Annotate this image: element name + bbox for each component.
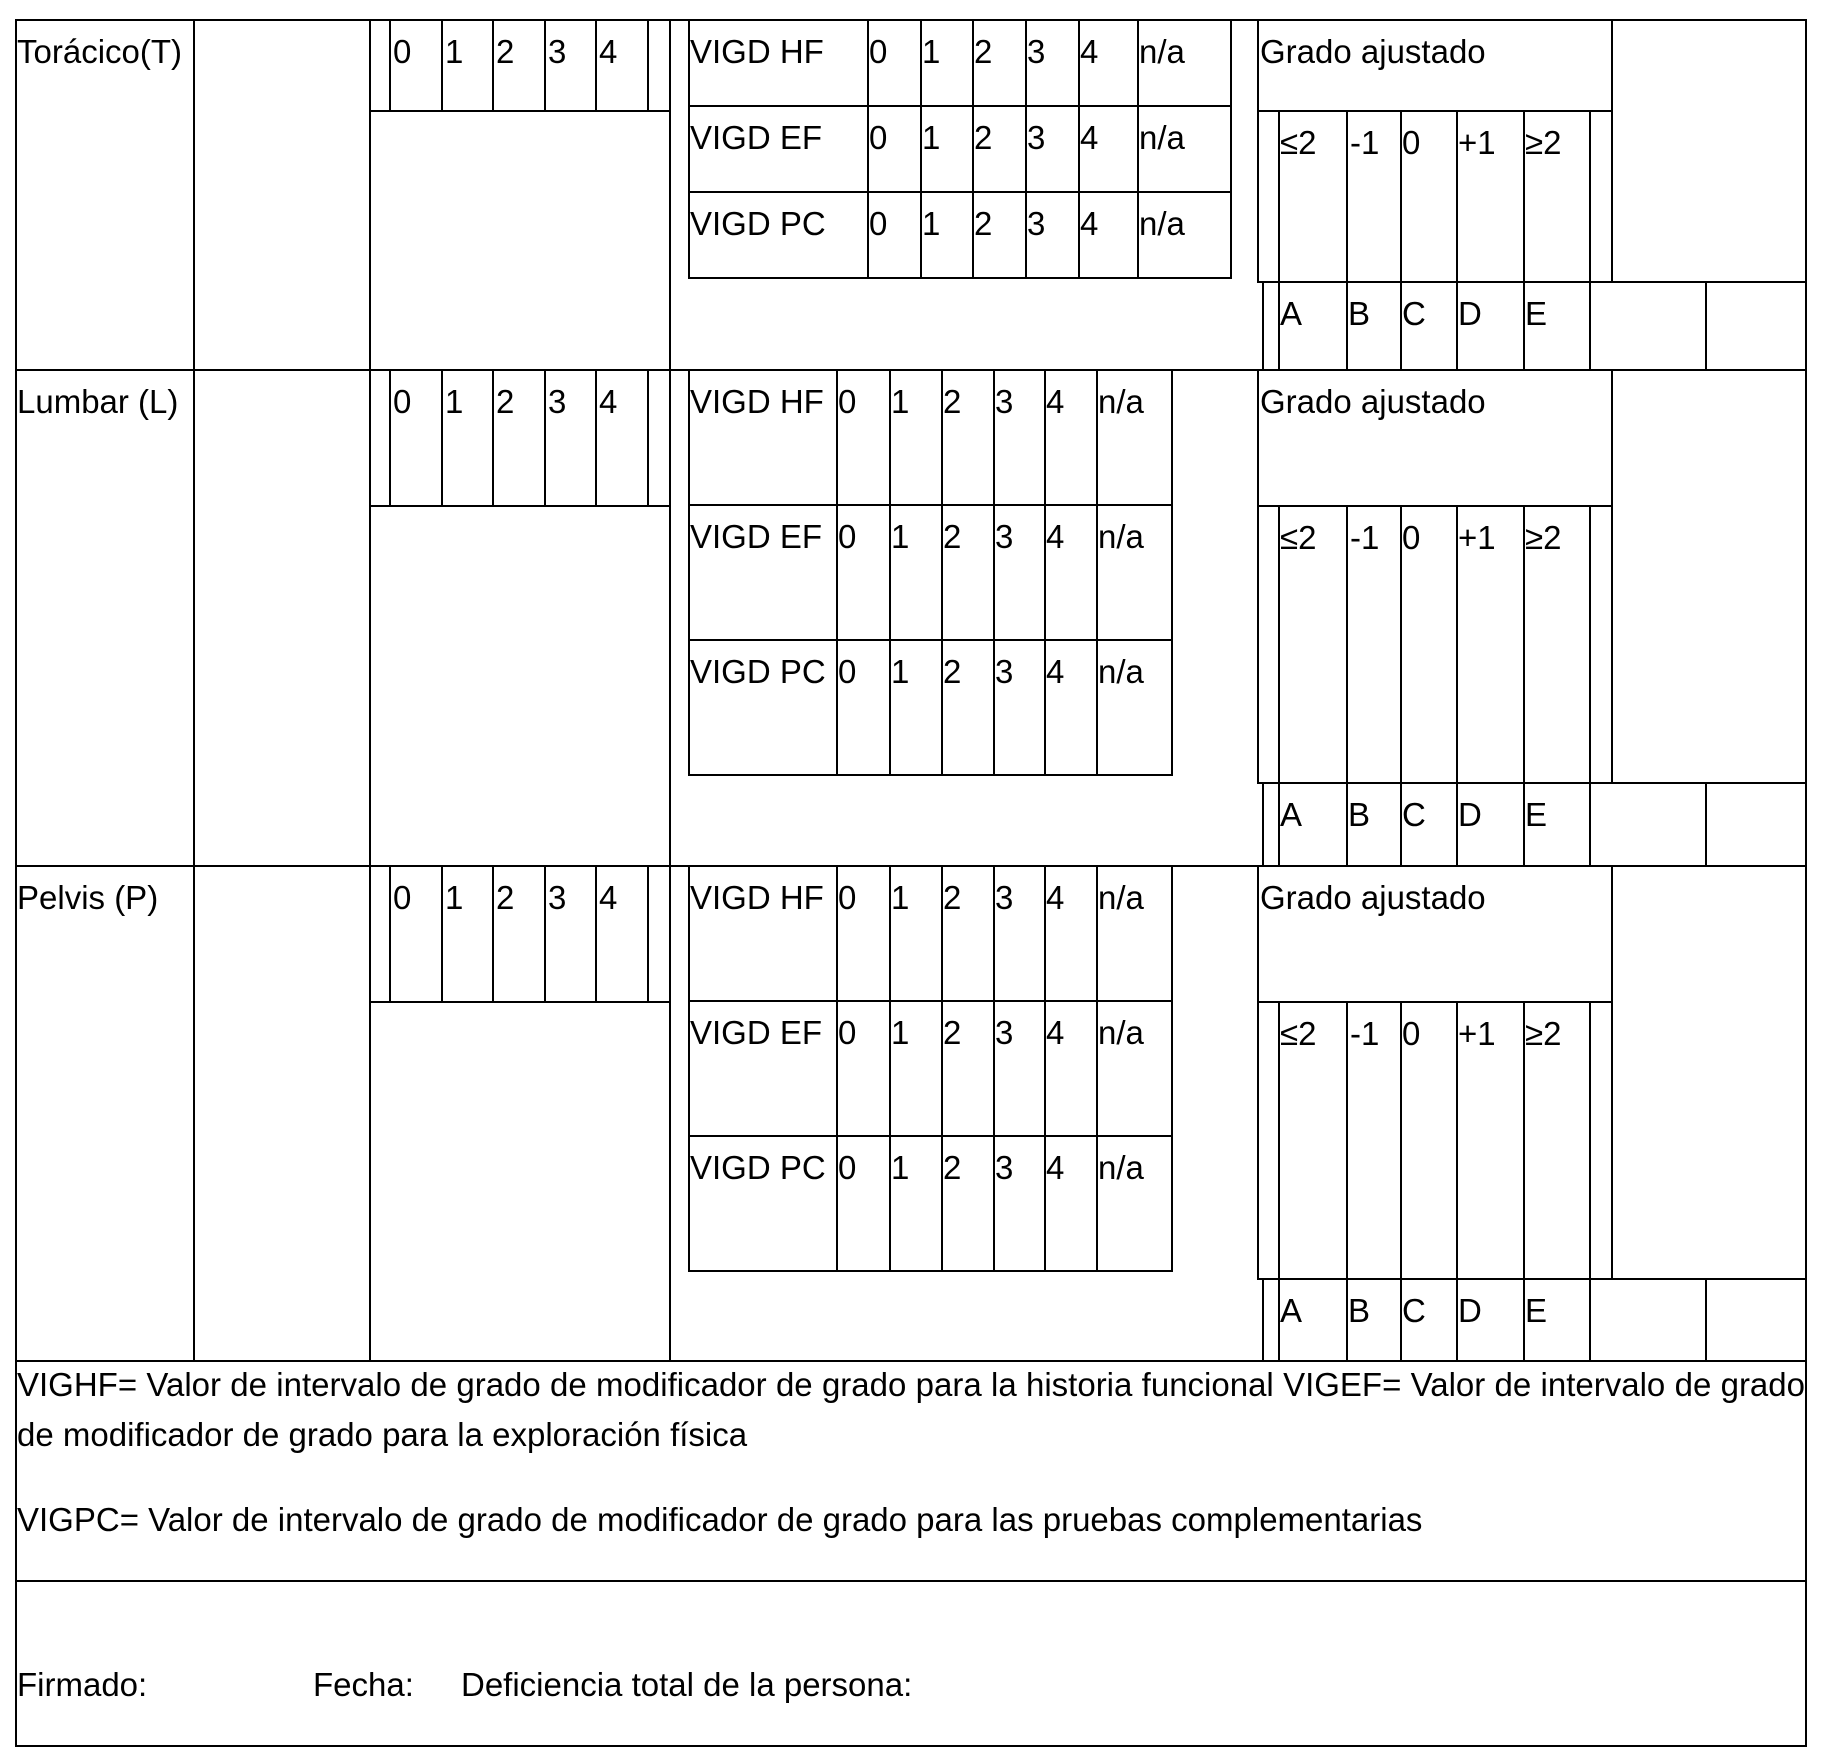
vigd-value: 1 (891, 1014, 910, 1051)
vigd-value: 0 (838, 1149, 857, 1186)
grid-line (441, 865, 443, 1003)
grid-line (1230, 19, 1232, 279)
vigd-value: 3 (995, 518, 1014, 555)
class-d: D (1458, 295, 1482, 332)
grid-line (688, 105, 1232, 107)
grid-line (1044, 865, 1046, 1272)
vigd-value: 1 (922, 205, 941, 242)
vigd-value: 0 (838, 1014, 857, 1051)
total-deficiency-label: Deficiencia total de la persona: (461, 1666, 913, 1703)
adjust-le2: ≤2 (1280, 124, 1317, 161)
vigd-value: 3 (995, 1149, 1014, 1186)
vigd-value: 3 (1027, 33, 1046, 70)
grid-line (647, 369, 649, 507)
deficiency-grade-3: 3 (548, 879, 567, 916)
vigd-value: n/a (1098, 879, 1144, 916)
grid-line (889, 369, 891, 776)
vigd-row-label: VIGD HF (690, 383, 824, 420)
deficiency-grade-4: 4 (599, 383, 618, 420)
grid-line (1262, 1278, 1264, 1362)
deficiency-grade-3: 3 (548, 383, 567, 420)
class-a: A (1280, 295, 1303, 332)
class-b: B (1348, 1292, 1371, 1329)
adjust-plus1: +1 (1458, 519, 1496, 556)
adjusted-grade-title: Grado ajustado (1260, 383, 1486, 420)
grid-line (688, 865, 690, 1272)
deficiency-grade-2: 2 (496, 33, 515, 70)
vigd-value: 3 (1027, 119, 1046, 156)
adjust-le2: ≤2 (1280, 1015, 1317, 1052)
vigd-value: 4 (1046, 1014, 1065, 1051)
vigd-value: 1 (891, 653, 910, 690)
grid-line (389, 369, 391, 507)
vigd-value: n/a (1139, 205, 1185, 242)
grid-line (595, 19, 597, 112)
grid-line (492, 19, 494, 112)
grid-line (1589, 505, 1591, 867)
grid-line (647, 865, 649, 1003)
class-c: C (1402, 796, 1426, 833)
grid-line (941, 369, 943, 776)
grid-line (389, 19, 391, 112)
adjust-minus1: -1 (1350, 1015, 1380, 1052)
vigd-value: 2 (943, 653, 962, 690)
vigd-value: 3 (995, 879, 1014, 916)
grid-line (993, 369, 995, 776)
vigd-value: n/a (1098, 1014, 1144, 1051)
vigd-row-label: VIGD PC (690, 205, 826, 242)
grid-line (1257, 110, 1613, 112)
vigd-value: 1 (891, 1149, 910, 1186)
grid-line (941, 865, 943, 1272)
deficiency-grade-3: 3 (548, 33, 567, 70)
vigd-value: n/a (1098, 653, 1144, 690)
vigd-value: 4 (1046, 383, 1065, 420)
grid-line (1257, 281, 1807, 283)
vigd-value: n/a (1098, 1149, 1144, 1186)
grid-line (1805, 1360, 1807, 1747)
grid-line (1257, 1001, 1613, 1003)
vigd-value: 1 (891, 879, 910, 916)
adjusted-grade-title: Grado ajustado (1260, 33, 1486, 70)
class-c: C (1402, 295, 1426, 332)
grid-line (1257, 865, 1259, 1280)
vigd-row-label: VIGD EF (690, 119, 823, 156)
legend-text-2: VIGPC= Valor de intervalo de grado de modificador de grado para las pruebas complementarias (17, 1501, 1423, 1538)
vigd-value: 2 (943, 383, 962, 420)
grid-line (1096, 369, 1098, 776)
vigd-value: 1 (922, 33, 941, 70)
adjust-ge2: ≥2 (1525, 1015, 1562, 1052)
deficiency-grade-1: 1 (445, 33, 464, 70)
class-b: B (1348, 295, 1371, 332)
adjust-minus1: -1 (1350, 519, 1380, 556)
vigd-value: 1 (922, 119, 941, 156)
grid-line (688, 277, 1232, 279)
grid-line (669, 19, 671, 1362)
vigd-row-label: VIGD HF (690, 33, 824, 70)
vigd-value: 4 (1046, 879, 1065, 916)
grid-line (492, 369, 494, 507)
grid-line (595, 865, 597, 1003)
deficiency-grade-1: 1 (445, 383, 464, 420)
grid-line (544, 19, 546, 112)
grid-line (1262, 782, 1264, 867)
grid-line (1611, 369, 1613, 784)
grid-line (369, 110, 671, 112)
adjust-ge2: ≥2 (1525, 519, 1562, 556)
grid-line (1705, 782, 1707, 867)
grid-line (595, 369, 597, 507)
adjust-le2: ≤2 (1280, 519, 1317, 556)
vigd-value: 4 (1046, 653, 1065, 690)
vigd-row-label: VIGD EF (690, 1014, 823, 1051)
deficiency-grade-4: 4 (599, 33, 618, 70)
vigd-row-label: VIGD HF (690, 879, 824, 916)
class-a: A (1280, 796, 1303, 833)
vigd-value: 4 (1080, 119, 1099, 156)
vigd-value: 0 (869, 33, 888, 70)
adjust-plus1: +1 (1458, 124, 1496, 161)
grid-line (1171, 369, 1173, 776)
section-name: Torácico(T) (17, 33, 183, 70)
vigd-value: 4 (1046, 1149, 1065, 1186)
legend-text-1: VIGHF= Valor de intervalo de grado de modificador de grado para la historia funcional VIGEF= Valor de intervalo de grado de modificador de grado para la exploración física (17, 1366, 1805, 1453)
grid-line (15, 1745, 1807, 1747)
class-e: E (1525, 1292, 1548, 1329)
grid-line (688, 1000, 1173, 1002)
signed-label: Firmado: (17, 1666, 148, 1703)
grid-line (1257, 505, 1613, 507)
adjust-0: 0 (1402, 519, 1421, 556)
vigd-value: 2 (974, 33, 993, 70)
class-d: D (1458, 1292, 1482, 1329)
vigd-value: 0 (838, 383, 857, 420)
grid-line (647, 19, 649, 112)
vigd-value: 2 (943, 1149, 962, 1186)
vigd-value: 0 (869, 119, 888, 156)
grid-line (15, 865, 1807, 867)
grid-line (1257, 782, 1807, 784)
deficiency-grade-4: 4 (599, 879, 618, 916)
grid-line (544, 865, 546, 1003)
class-d: D (1458, 796, 1482, 833)
vigd-row-label: VIGD PC (690, 1149, 826, 1186)
grid-line (1096, 865, 1098, 1272)
class-b: B (1348, 796, 1371, 833)
grid-line (1257, 369, 1259, 784)
deficiency-grade-2: 2 (496, 383, 515, 420)
vigd-value: 3 (995, 1014, 1014, 1051)
grid-line (688, 1270, 1173, 1272)
grid-line (15, 369, 1807, 371)
grid-line (1257, 19, 1259, 283)
vigd-value: 4 (1046, 518, 1065, 555)
adjusted-grade-title: Grado ajustado (1260, 879, 1486, 916)
vigd-value: 2 (943, 1014, 962, 1051)
grid-line (688, 1135, 1173, 1137)
class-c: C (1402, 1292, 1426, 1329)
deficiency-grade-0: 0 (393, 383, 412, 420)
grid-line (369, 505, 671, 507)
grid-line (193, 19, 195, 1362)
grid-line (369, 1001, 671, 1003)
grid-line (544, 369, 546, 507)
grid-line (836, 369, 838, 776)
class-e: E (1525, 796, 1548, 833)
vigd-value: n/a (1098, 518, 1144, 555)
vigd-value: 0 (838, 518, 857, 555)
vigd-value: 1 (891, 518, 910, 555)
grid-line (1705, 1278, 1707, 1362)
vigd-value: 3 (995, 383, 1014, 420)
grid-line (1262, 281, 1264, 371)
vigd-value: 4 (1080, 33, 1099, 70)
grid-line (1589, 1001, 1591, 1362)
vigd-row-label: VIGD EF (690, 518, 823, 555)
vigd-value: 2 (943, 518, 962, 555)
grid-line (492, 865, 494, 1003)
vigd-value: 2 (943, 879, 962, 916)
vigd-value: 4 (1080, 205, 1099, 242)
class-e: E (1525, 295, 1548, 332)
vigd-value: 0 (838, 879, 857, 916)
deficiency-grade-1: 1 (445, 879, 464, 916)
grid-line (1171, 865, 1173, 1272)
grid-line (688, 774, 1173, 776)
vigd-value: 3 (995, 653, 1014, 690)
grid-line (15, 19, 1807, 21)
grid-line (389, 865, 391, 1003)
grid-line (1044, 369, 1046, 776)
section-name: Pelvis (P) (17, 879, 159, 916)
grid-line (688, 191, 1232, 193)
adjust-plus1: +1 (1458, 1015, 1496, 1052)
deficiency-grade-2: 2 (496, 879, 515, 916)
vigd-value: 0 (869, 205, 888, 242)
vigd-value: n/a (1139, 33, 1185, 70)
vigd-value: 0 (838, 653, 857, 690)
class-a: A (1280, 1292, 1303, 1329)
vigd-value: 2 (974, 119, 993, 156)
grid-line (889, 865, 891, 1272)
grid-line (688, 504, 1173, 506)
section-name: Lumbar (L) (17, 383, 179, 420)
grid-line (369, 19, 371, 1362)
grid-line (1257, 1278, 1807, 1280)
grid-line (1705, 281, 1707, 371)
grid-line (1805, 19, 1807, 1362)
grid-line (1589, 110, 1591, 371)
adjust-0: 0 (1402, 1015, 1421, 1052)
deficiency-grade-0: 0 (393, 879, 412, 916)
adjust-minus1: -1 (1350, 124, 1380, 161)
grid-line (1611, 19, 1613, 283)
adjust-0: 0 (1402, 124, 1421, 161)
date-label: Fecha: (313, 1666, 414, 1703)
vigd-value: 2 (974, 205, 993, 242)
grid-line (441, 369, 443, 507)
vigd-value: n/a (1139, 119, 1185, 156)
grid-line (993, 865, 995, 1272)
grid-line (836, 865, 838, 1272)
grid-line (1611, 865, 1613, 1280)
vigd-value: 3 (1027, 205, 1046, 242)
vigd-value: 1 (891, 383, 910, 420)
grid-line (15, 1580, 1807, 1582)
adjust-ge2: ≥2 (1525, 124, 1562, 161)
grid-line (688, 369, 690, 776)
grid-line (688, 639, 1173, 641)
vigd-row-label: VIGD PC (690, 653, 826, 690)
grid-line (441, 19, 443, 112)
deficiency-grade-0: 0 (393, 33, 412, 70)
vigd-value: n/a (1098, 383, 1144, 420)
